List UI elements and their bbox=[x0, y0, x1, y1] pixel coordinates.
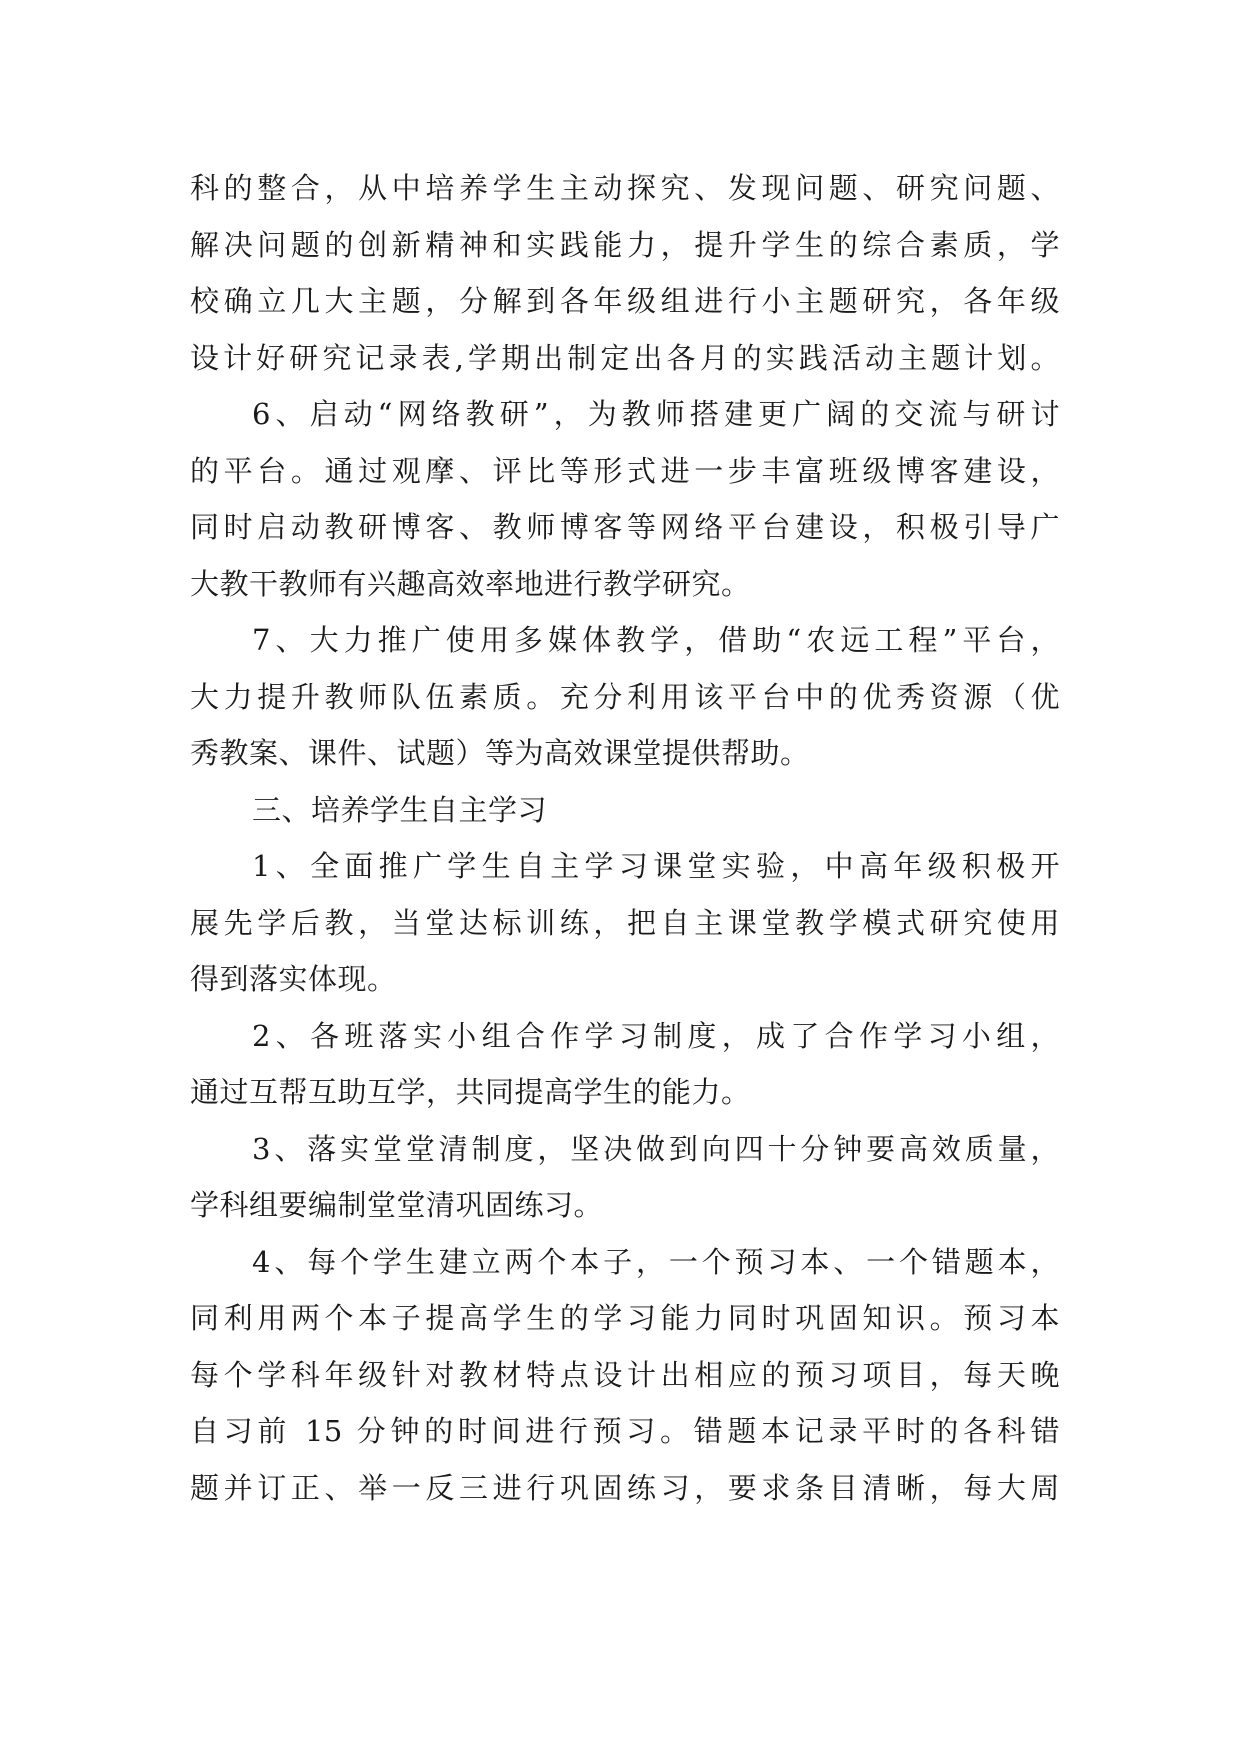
text-line: 通过互帮互助互学，共同提高学生的能力。 bbox=[190, 1075, 751, 1109]
text-line: 每个学科年级针对教材特点设计出相应的预习项目，每天晚 bbox=[190, 1357, 1060, 1392]
text-line: 同利用两个本子提高学生的学习能力同时巩固知识。预习本 bbox=[190, 1301, 1060, 1335]
paragraph-start-line: 4、每个学生建立两个本子，一个预习本、一个错题本， bbox=[252, 1244, 1060, 1279]
section-heading: 三、培养学生自主学习 bbox=[252, 792, 548, 827]
document-body bbox=[190, 160, 1060, 1516]
paragraph-start-line: 6、启动“网络教研”，为教师搭建更广阔的交流与研讨 bbox=[252, 397, 1060, 431]
text-line: 校确立几大主题，分解到各年级组进行小主题研究，各年级 bbox=[190, 284, 1060, 318]
paragraph-start-line: 2、各班落实小组合作学习制度，成了合作学习小组， bbox=[252, 1018, 1060, 1053]
paragraph-start-line: 3、落实堂堂清制度，坚决做到向四十分钟要高效质量， bbox=[252, 1131, 1060, 1166]
text-line: 得到落实体现。 bbox=[190, 962, 397, 996]
text-line: 大教干教师有兴趣高效率地进行教学研究。 bbox=[190, 566, 751, 601]
paragraph-start-line: 7、大力推广使用多媒体教学，借助“农远工程”平台， bbox=[252, 623, 1060, 657]
text-line: 大力提升教师队伍素质。充分利用该平台中的优秀资源（优 bbox=[190, 679, 1060, 714]
text-line: 解决问题的创新精神和实践能力，提升学生的综合素质，学 bbox=[190, 227, 1060, 262]
text-line: 学科组要编制堂堂清巩固练习。 bbox=[190, 1188, 604, 1222]
text-line: 同时启动教研博客、教师博客等网络平台建设，积极引导广 bbox=[190, 510, 1060, 544]
text-line: 科的整合，从中培养学生主动探究、发现问题、研究问题、 bbox=[190, 171, 1060, 205]
text-line: 设计好研究记录表,学期出制定出各月的实践活动主题计划。 bbox=[190, 340, 1060, 375]
paragraph-start-line: 1、全面推广学生自主学习课堂实验，中高年级积极开 bbox=[252, 849, 1060, 883]
text-line: 自习前 15 分钟的时间进行预习。错题本记录平时的各科错 bbox=[190, 1414, 1060, 1448]
text-line: 秀教案、课件、试题）等为高效课堂提供帮助。 bbox=[190, 736, 810, 770]
text-line: 题并订正、举一反三进行巩固练习，要求条目清晰，每大周 bbox=[190, 1470, 1060, 1505]
text-line: 展先学后教，当堂达标训练，把自主课堂教学模式研究使用 bbox=[190, 905, 1060, 940]
text-line: 的平台。通过观摩、评比等形式进一步丰富班级博客建设， bbox=[190, 453, 1060, 488]
